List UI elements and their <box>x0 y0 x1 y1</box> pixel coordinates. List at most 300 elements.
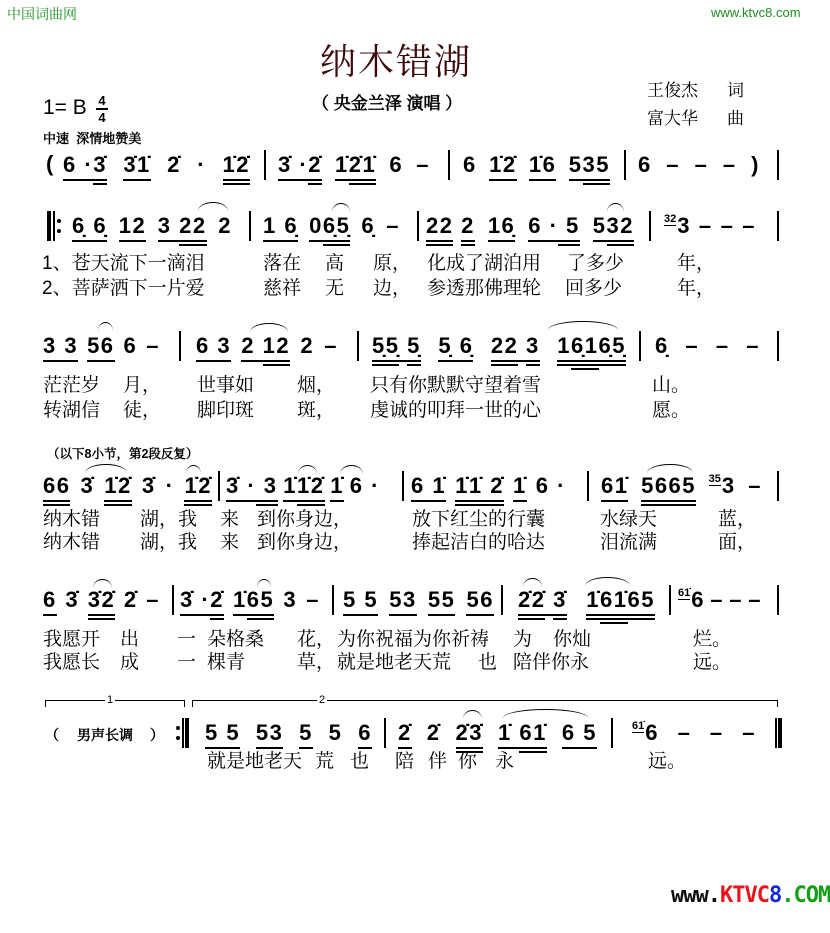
note: 6 <box>463 152 477 177</box>
note: 3̇ · <box>278 152 308 190</box>
note: 2̇3̇ <box>456 720 483 758</box>
bar-line <box>218 471 220 501</box>
note: 1̇ <box>513 473 527 511</box>
lyric: 也 <box>478 652 498 673</box>
beat <box>695 152 709 190</box>
beat <box>124 587 138 625</box>
composer-role: 曲 <box>727 109 744 129</box>
beat <box>593 213 634 251</box>
beat <box>72 213 107 251</box>
beat <box>43 333 78 371</box>
lyric: 世事如 <box>197 375 255 396</box>
note: 5 5 <box>343 587 378 625</box>
beat <box>513 473 527 511</box>
measure <box>638 152 760 190</box>
beat <box>124 333 138 371</box>
lyric: 也 <box>350 751 370 772</box>
repeat-start-thick-bar <box>47 211 51 241</box>
beat <box>306 587 320 625</box>
beat <box>386 213 400 251</box>
time-signature <box>96 94 108 124</box>
bar-line <box>264 150 266 180</box>
final-thin-bar <box>775 718 777 748</box>
lyric: 虔诚的叩拜一世的心 <box>370 400 542 421</box>
note: 61̇ <box>519 720 546 758</box>
slur-arc <box>98 322 113 331</box>
note: 3̇1̇ <box>123 152 150 190</box>
note: 53 <box>389 587 416 625</box>
volta-label-1: 1 <box>107 694 114 706</box>
note: 5 <box>593 213 607 251</box>
note: 6̣1 <box>571 333 598 371</box>
beat <box>488 213 515 251</box>
beat <box>87 333 114 371</box>
note: 2̇ <box>210 587 224 625</box>
beat <box>716 333 730 371</box>
composer-name: 富大华 <box>647 109 698 129</box>
lyric: 蓝， <box>718 509 757 530</box>
beat <box>104 473 131 511</box>
measure <box>411 473 566 511</box>
beat <box>335 152 376 190</box>
beat <box>283 587 297 625</box>
note: 2 <box>218 213 232 238</box>
lyric: 烟， <box>297 375 336 396</box>
lyric: 化成了湖泊用 <box>427 253 542 274</box>
beat <box>223 152 250 190</box>
measure <box>63 152 250 190</box>
beat <box>226 473 278 511</box>
lyric: 纳木错 <box>43 532 101 553</box>
beat <box>142 473 156 511</box>
note: 1̇1̇ <box>455 473 482 511</box>
note: 1̇ <box>283 473 297 511</box>
lyric: 了多少 <box>567 253 625 274</box>
lyric: 陪 <box>395 751 415 772</box>
note: 6 <box>638 152 652 177</box>
note: 3̇ <box>141 473 156 498</box>
measure <box>655 333 760 371</box>
note: 3̇2̇ <box>88 587 115 625</box>
measure <box>426 213 634 251</box>
hold-dash: – <box>710 587 724 612</box>
note: 32 <box>607 213 634 251</box>
beat <box>283 473 324 511</box>
lyric: 山。 <box>652 375 691 396</box>
beat <box>638 152 652 190</box>
coda-open-paren: （ <box>45 727 59 743</box>
watermark-ktvc: KTVC <box>719 883 769 908</box>
beat <box>233 587 274 625</box>
note: 22 <box>426 213 453 251</box>
note: 5 5 <box>205 720 240 758</box>
lyric: 花， <box>297 629 336 650</box>
hold-dash: – <box>748 473 762 498</box>
bar-line <box>402 471 404 501</box>
beat <box>81 473 95 511</box>
bar-line <box>777 211 779 241</box>
measure <box>72 213 232 251</box>
note: 3 3 <box>43 333 78 371</box>
measure <box>678 587 762 625</box>
open-paren: ( <box>46 151 54 176</box>
beat <box>678 587 705 625</box>
note: 1̇6 <box>529 152 556 190</box>
note: 61̇ <box>601 473 628 511</box>
slur-arc <box>647 464 693 473</box>
note: 6 · <box>349 473 380 498</box>
lyric: 远。 <box>648 751 687 772</box>
beat <box>729 587 743 625</box>
beat <box>196 333 231 371</box>
hold-dash: – <box>709 720 724 745</box>
note: 3̇ · <box>180 587 210 625</box>
lyric: 纳木错 <box>43 509 101 530</box>
beat <box>586 587 655 625</box>
measure <box>226 473 380 511</box>
beat <box>751 152 760 190</box>
bar-line <box>624 150 626 180</box>
bar-line <box>669 585 671 615</box>
beat <box>742 720 756 758</box>
beat <box>88 587 115 625</box>
lyric: 一 <box>177 652 197 673</box>
lyricist-name: 王俊杰 <box>647 81 698 101</box>
watermark-bottom <box>622 858 830 933</box>
hold-dash: – <box>146 333 160 358</box>
note: 6 1̇ <box>411 473 446 511</box>
slur-arc <box>257 579 271 588</box>
hold-dash: – <box>729 587 743 612</box>
beat <box>491 333 540 371</box>
beat <box>748 473 762 511</box>
bar-line <box>179 331 181 361</box>
note <box>399 333 407 371</box>
lyric: 一 <box>177 629 197 650</box>
note: 5 <box>328 720 343 745</box>
beat <box>529 152 556 190</box>
beat <box>528 213 580 251</box>
note: 3̇ <box>93 152 107 190</box>
beat <box>557 333 626 371</box>
note: 1̇ <box>330 473 344 511</box>
note: 3 <box>721 473 736 498</box>
note: 1̇2̇ <box>104 473 131 511</box>
note: 2 <box>300 333 315 358</box>
note: 3 <box>526 333 540 371</box>
note: 1̇2̇ <box>184 473 211 511</box>
volta-bracket-2 <box>192 700 778 707</box>
augmentation-dot: · <box>197 152 207 177</box>
beat <box>463 152 477 190</box>
beat <box>241 333 290 371</box>
beat <box>489 152 516 190</box>
beat <box>455 473 504 511</box>
note: 16̣ <box>488 213 515 251</box>
measure <box>263 213 400 251</box>
slur-arc <box>548 321 618 330</box>
beat <box>278 152 322 190</box>
beat <box>218 213 232 251</box>
beat <box>655 333 669 371</box>
beat <box>746 333 760 371</box>
lyric: 水绿天 <box>600 509 658 530</box>
repeat-annotation: （以下8小节，第2段反复） <box>47 447 199 461</box>
note: 6̣ <box>361 213 376 238</box>
lyric: 回多少 <box>565 278 623 299</box>
measure <box>518 587 655 625</box>
hold-dash: – <box>694 152 709 177</box>
slur-arc <box>93 579 112 588</box>
slur-arc <box>585 577 630 586</box>
lyric: 愿。 <box>652 400 691 421</box>
grace-note: 61̇ <box>678 587 691 599</box>
lyric: 捧起洁白的哈达 <box>412 532 546 553</box>
lyric: 出 <box>120 629 140 650</box>
slur-arc <box>250 323 288 332</box>
hold-dash: – <box>416 152 430 177</box>
note: 35 <box>583 152 610 190</box>
measure <box>343 587 494 625</box>
note: 6 · <box>63 152 93 190</box>
lyric: 荒 <box>315 751 335 772</box>
hold-dash: – <box>306 587 320 612</box>
hold-dash: – <box>742 213 756 238</box>
note: 1 <box>557 333 571 371</box>
note: 6̣5̣ <box>599 333 626 371</box>
note: 6 · <box>535 473 566 498</box>
lyric: 年， <box>677 253 716 274</box>
beat <box>428 587 455 625</box>
beat <box>324 333 338 371</box>
beat <box>536 473 566 511</box>
hold-dash: – <box>742 720 756 745</box>
watermark-top-right: www.ktvc8.com <box>711 5 801 20</box>
beat <box>723 152 737 190</box>
note: 1̇ <box>498 720 519 758</box>
note: 3 <box>256 473 277 511</box>
watermark-com: .COM <box>781 883 830 908</box>
lyric: 就是地老天荒 <box>337 652 452 673</box>
note: 3̇ · <box>226 473 256 511</box>
time-denominator: 4 <box>98 109 106 125</box>
tempo-marking: 中速 深情地赞美 <box>43 131 142 146</box>
lyric: 伴 <box>428 751 448 772</box>
beat <box>309 213 350 251</box>
note: 2̇ <box>123 587 138 612</box>
note: 6 · <box>528 213 558 251</box>
lyric: 棵青 <box>207 652 246 673</box>
note: 6 <box>43 587 57 625</box>
hold-dash: – <box>698 213 713 238</box>
note: 22 <box>491 333 518 371</box>
note: 5̣ <box>407 333 421 371</box>
note: 5̣ 6̣ <box>438 333 473 371</box>
measure <box>278 152 430 190</box>
lyric: 湖，我 <box>140 509 198 530</box>
lyric: 草， <box>297 652 336 673</box>
lyric: 原， <box>373 253 412 274</box>
grace-note: 35 <box>708 473 721 485</box>
beat <box>119 213 146 251</box>
close-paren: ) <box>751 152 760 177</box>
hold-dash: – <box>748 587 762 612</box>
beat <box>466 587 493 625</box>
lyric: 泪流满 <box>600 532 658 553</box>
note: 12 <box>119 213 146 251</box>
beat <box>710 720 724 758</box>
lyric: 就是地老天 <box>207 751 303 772</box>
note: 2̇2̇ <box>518 587 545 625</box>
beat <box>699 213 713 251</box>
bar-line <box>777 150 779 180</box>
lyric: 你灿 <box>553 629 592 650</box>
note: 2̇ <box>308 152 322 190</box>
beat <box>43 587 57 625</box>
beat <box>263 213 298 251</box>
note: 1 6̣ <box>263 213 298 251</box>
lyric: 无 <box>325 278 345 299</box>
tie-arc <box>523 578 542 587</box>
note: 2̇ <box>483 473 504 511</box>
beat <box>158 213 207 251</box>
hold-dash: – <box>720 213 735 238</box>
slur-arc <box>85 464 127 473</box>
beat <box>438 333 473 371</box>
key-signature: 1= B <box>43 96 87 119</box>
slur-arc <box>332 203 350 212</box>
beat <box>710 587 724 625</box>
beat <box>146 587 160 625</box>
watermark-top-left: 中国词曲网 <box>7 6 77 22</box>
lyric: 年， <box>677 278 716 299</box>
lyric: 烂。 <box>693 629 732 650</box>
note: 5 <box>299 720 313 758</box>
beat <box>343 587 378 625</box>
beat <box>721 213 735 251</box>
lyric: 我愿长 <box>43 652 101 673</box>
lyric: 远。 <box>693 652 732 673</box>
beat <box>666 152 680 190</box>
slur-arc <box>340 465 363 474</box>
beat <box>180 587 224 625</box>
lyric: 湖，我 <box>140 532 198 553</box>
note <box>545 587 553 625</box>
slur-arc <box>298 465 317 474</box>
note: 61̇ <box>600 587 627 625</box>
lyric: 来 <box>220 509 240 530</box>
note: 0 <box>309 213 323 251</box>
hold-dash: – <box>722 152 737 177</box>
lyric: 1、苍天流下一滴泪 <box>42 253 205 274</box>
measure <box>43 587 160 625</box>
bar-line <box>357 331 359 361</box>
lyric: 脚印斑 <box>197 400 255 421</box>
bar-line <box>448 150 450 180</box>
beat <box>123 152 150 190</box>
lyric: 月， <box>123 375 162 396</box>
note: 6 <box>123 333 138 358</box>
repeat-dot <box>57 229 61 233</box>
beat <box>167 152 181 190</box>
note: 3 <box>158 213 179 251</box>
beat <box>709 473 736 511</box>
note: 3 <box>283 587 298 612</box>
note: 1̇ <box>335 152 349 190</box>
lyric: 到你身边， <box>257 509 353 530</box>
measure <box>196 333 338 371</box>
note: 6 <box>645 720 659 745</box>
beat <box>389 587 416 625</box>
lyric: 为 <box>513 629 533 650</box>
beat <box>518 587 567 625</box>
repeat-dot <box>57 219 61 223</box>
note: 6̣ 6̣ <box>72 213 107 251</box>
lyric: 永 <box>495 751 515 772</box>
repeat-dot <box>176 726 180 730</box>
lyric: 徒， <box>123 400 162 421</box>
note <box>518 333 526 371</box>
note: 2̇ <box>167 152 181 177</box>
beat <box>372 333 421 371</box>
beat <box>197 152 206 190</box>
hold-dash: – <box>746 333 760 358</box>
beat <box>569 152 610 190</box>
note: 5 <box>558 213 579 251</box>
note: 56 <box>87 333 114 371</box>
lyric: 朵格桑 <box>207 629 265 650</box>
hold-dash: – <box>715 333 730 358</box>
beat <box>601 473 628 511</box>
beat <box>416 152 430 190</box>
note: 12 <box>263 333 290 371</box>
beat <box>146 333 160 371</box>
lyric: 边， <box>373 278 412 299</box>
note: 56 <box>466 587 493 625</box>
bar-line <box>332 585 334 615</box>
note: 65 <box>247 587 274 625</box>
bar-line <box>611 718 613 748</box>
song-title: 纳木错湖 <box>320 41 473 82</box>
beat <box>166 473 175 511</box>
note: 5665 <box>641 473 696 511</box>
lyricist-role: 词 <box>727 81 744 101</box>
grace-note: 61̇ <box>632 720 645 732</box>
measure <box>372 333 626 371</box>
note: 6 <box>389 152 404 177</box>
note: 53 <box>256 720 283 758</box>
measure <box>180 587 320 625</box>
repeat-end-thick-bar <box>185 718 189 748</box>
beat <box>685 333 699 371</box>
time-numerator: 4 <box>98 93 106 108</box>
lyric: 面， <box>718 532 757 553</box>
lyric: 只有你默默守望着雪 <box>370 375 542 396</box>
note: 2 <box>241 333 262 371</box>
measure <box>601 473 762 511</box>
beat <box>562 720 597 758</box>
repeat-end-thin-bar <box>182 718 184 748</box>
beat <box>330 473 344 511</box>
lyric: 茫茫岁 <box>43 375 101 396</box>
hold-dash: – <box>685 333 700 358</box>
lyric: 成 <box>120 652 140 673</box>
final-thick-bar <box>778 718 782 748</box>
note: 5̣5̣ <box>372 333 399 371</box>
bar-line <box>501 585 503 615</box>
beat <box>184 473 211 511</box>
lyric: 为你祝福为你祈祷 <box>337 629 490 650</box>
